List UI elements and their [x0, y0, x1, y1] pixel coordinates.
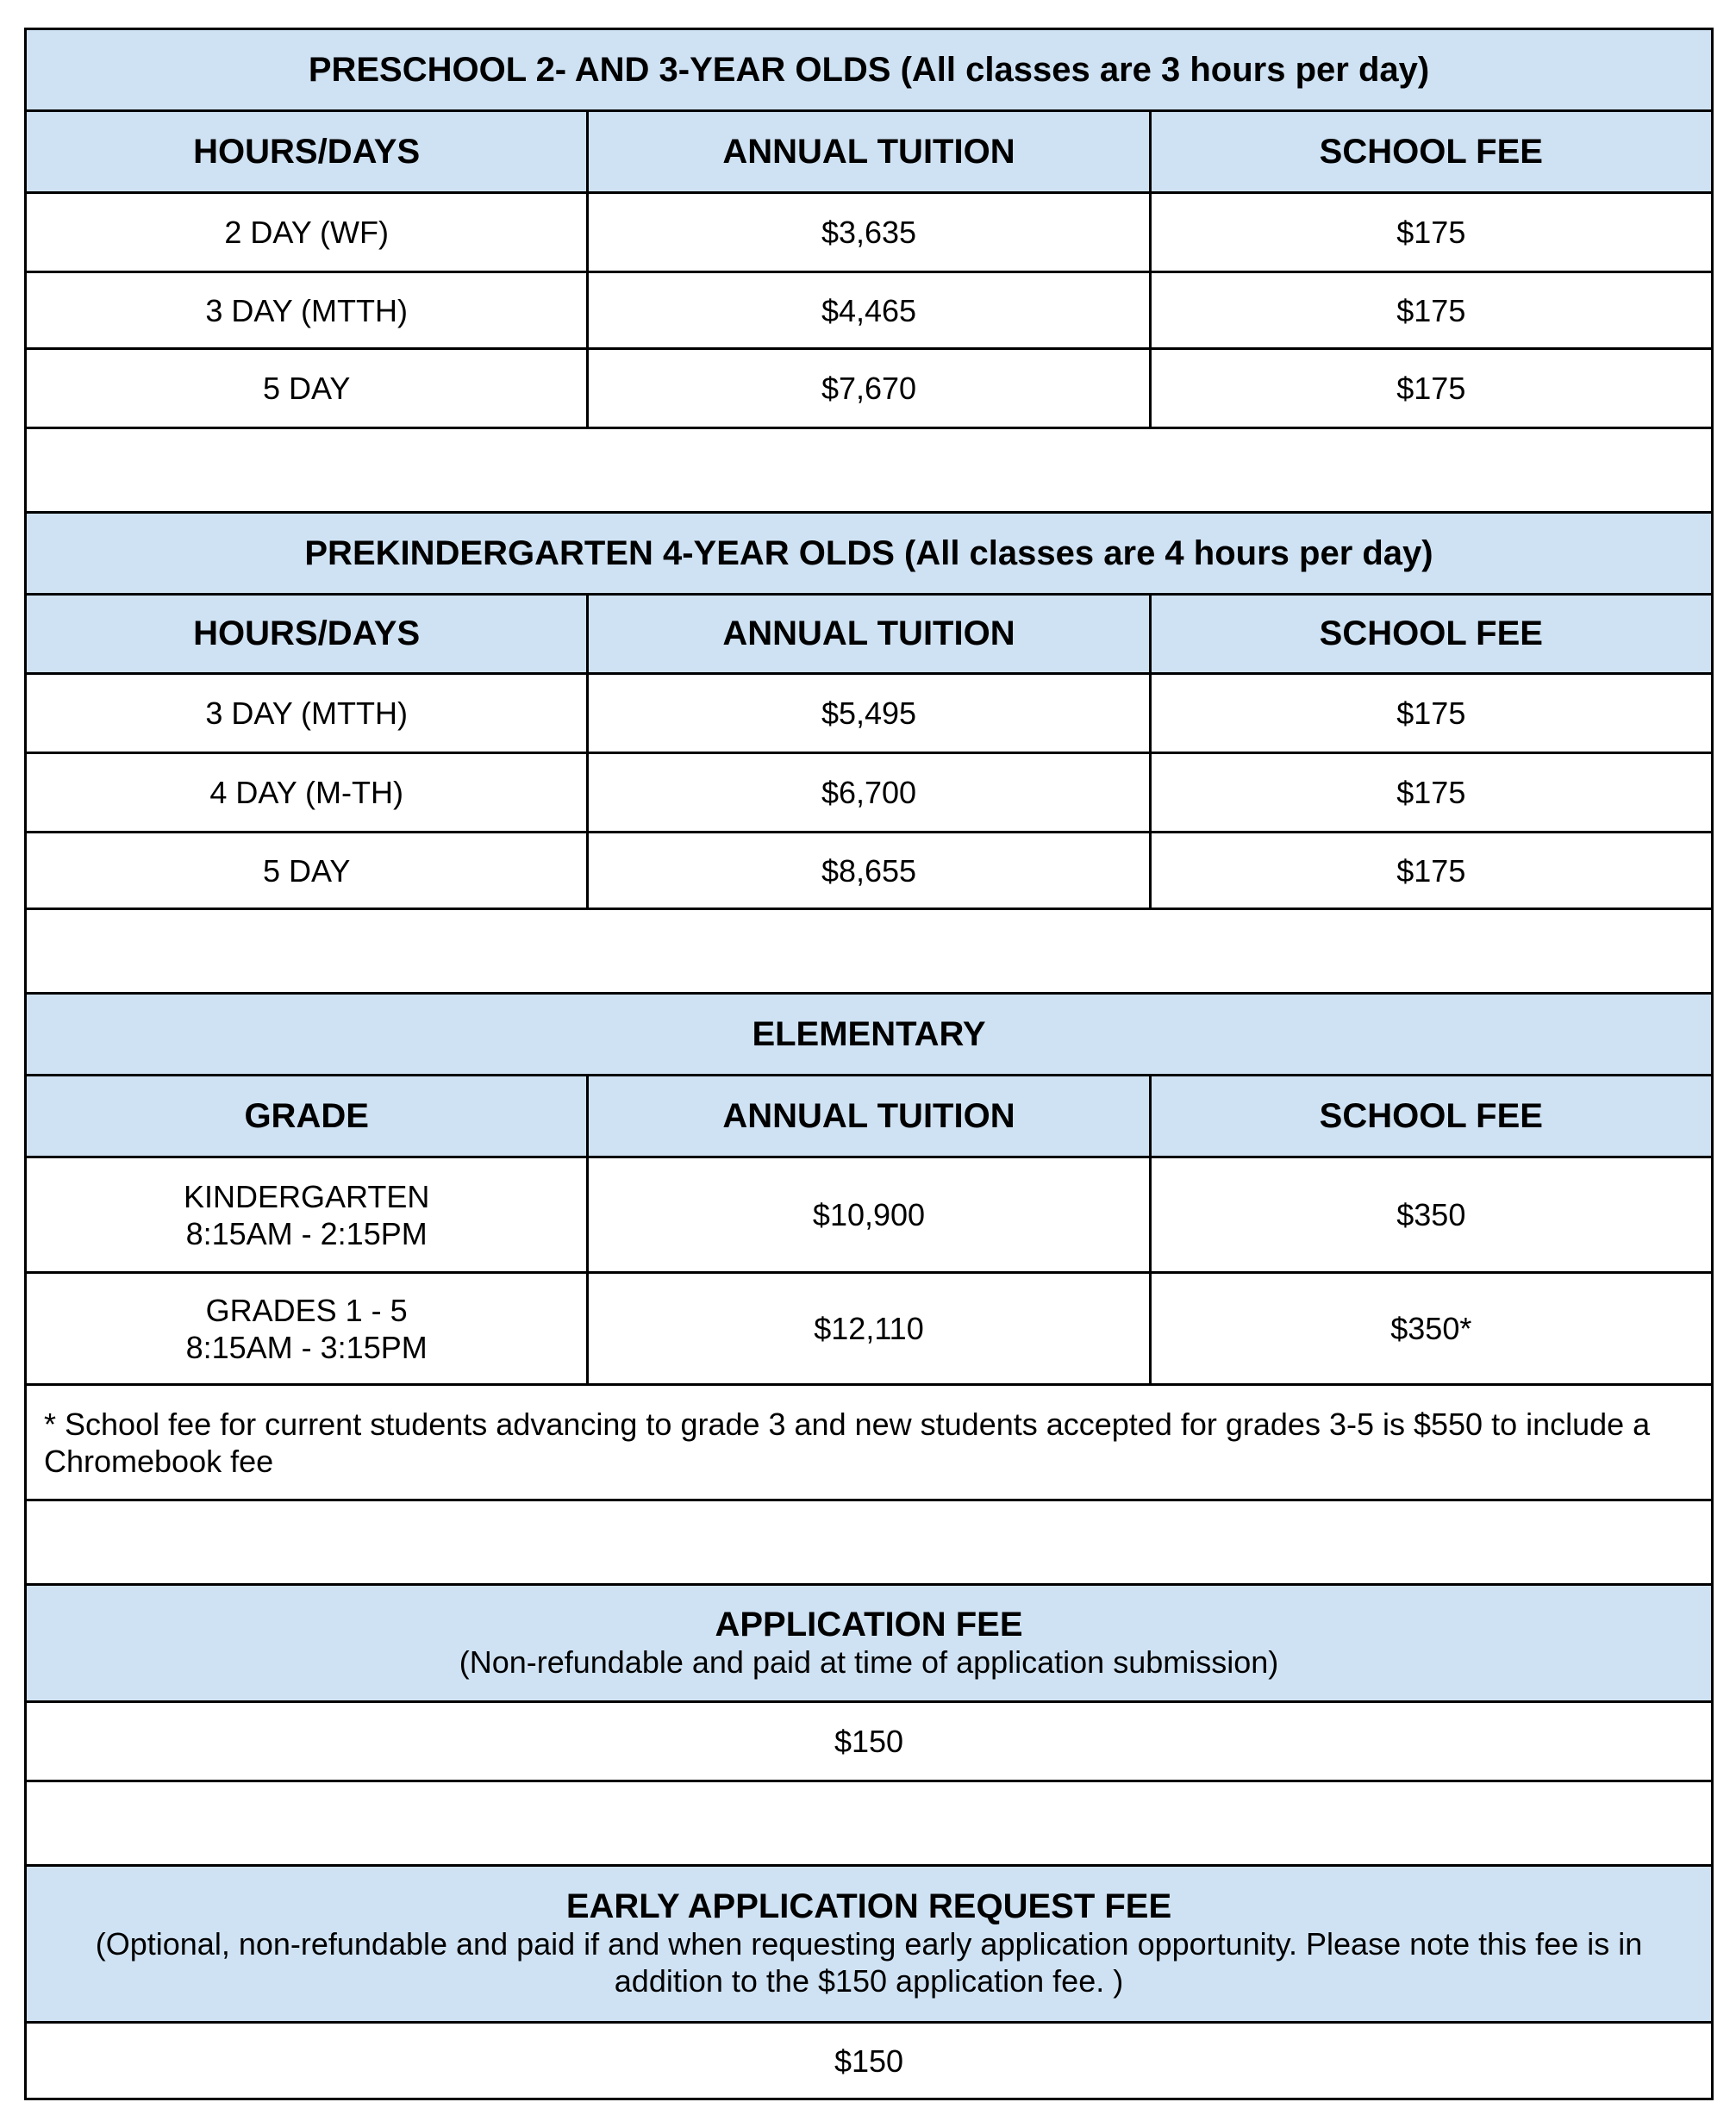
tuition-cell: $5,495 [586, 675, 1148, 752]
spacer-row [27, 427, 1711, 511]
table-row [27, 672, 1711, 752]
tuition-fee-table [24, 28, 1714, 2100]
table-row [27, 271, 1711, 347]
fee-cell: $175 [1149, 675, 1711, 752]
schedule-cell: 4 DAY (M-TH) [209, 775, 403, 810]
grade-hours: 8:15AM - 3:15PM [185, 1329, 428, 1365]
column-header-annual-tuition: ANNUAL TUITION [586, 112, 1148, 191]
table-row [27, 347, 1711, 427]
tuition-cell: $12,110 [586, 1274, 1148, 1383]
tuition-cell: $7,670 [586, 350, 1148, 427]
early-application-fee-row [27, 2021, 1711, 2098]
tuition-cell: $8,655 [586, 833, 1148, 908]
chromebook-footnote: * School fee for current students advancing to grade 3 and new students accepted for grades 3-5 is $550 to include a Chromebook fee [44, 1406, 1651, 1479]
preschool-title: PRESCHOOL 2- AND 3-YEAR OLDS (All classes are 3 hours per day) [27, 30, 1711, 109]
column-header-hours-days: HOURS/DAYS [27, 596, 586, 672]
grade-label: GRADES 1 - 5 [205, 1292, 408, 1328]
empty-cell [27, 1782, 1711, 1864]
grade-cell [27, 1158, 586, 1271]
prek-title-row [27, 511, 1711, 593]
fee-cell: $175 [1149, 350, 1711, 427]
prek-header-row [27, 593, 1711, 672]
early-application-fee-title: EARLY APPLICATION REQUEST FEE [565, 1887, 1172, 1925]
early-application-fee-header-row [27, 1864, 1711, 2021]
column-header-school-fee: SCHOOL FEE [1149, 112, 1711, 191]
tuition-cell: $4,465 [586, 273, 1148, 347]
table-row [27, 191, 1711, 271]
schedule-cell: 5 DAY [262, 852, 351, 889]
fee-cell: $350* [1149, 1274, 1711, 1383]
table-row [27, 831, 1711, 908]
application-fee-amount: $150 [834, 1724, 904, 1759]
schedule-cell: 3 DAY (MTTH) [205, 292, 408, 328]
grade-label: KINDERGARTEN [183, 1178, 430, 1214]
spacer-row [27, 1780, 1711, 1864]
grade-hours: 8:15AM - 2:15PM [185, 1215, 428, 1251]
column-header-hours-days: HOURS/DAYS [27, 112, 586, 191]
early-application-fee-header [27, 1867, 1711, 2021]
empty-cell [27, 1501, 1711, 1583]
fee-cell: $350 [1149, 1158, 1711, 1271]
schedule-cell: 5 DAY [262, 371, 351, 406]
elementary-header-row [27, 1074, 1711, 1156]
preschool-title-row [27, 30, 1711, 109]
column-header-school-fee: SCHOOL FEE [1149, 596, 1711, 672]
fee-cell: $175 [1149, 194, 1711, 271]
application-fee-title: APPLICATION FEE [715, 1605, 1023, 1644]
elementary-title: ELEMENTARY [27, 995, 1711, 1074]
table-row [27, 1156, 1711, 1271]
prek-title: PREKINDERGARTEN 4-YEAR OLDS (All classes are 4 hours per day) [27, 514, 1711, 593]
application-fee-row [27, 1700, 1711, 1780]
application-fee-header [27, 1586, 1711, 1700]
column-header-school-fee: SCHOOL FEE [1149, 1076, 1711, 1156]
fee-cell: $175 [1149, 273, 1711, 347]
table-row [27, 1271, 1711, 1383]
application-fee-subtitle: (Non-refundable and paid at time of application submission) [459, 1644, 1279, 1680]
column-header-annual-tuition: ANNUAL TUITION [586, 1076, 1148, 1156]
elementary-title-row [27, 992, 1711, 1074]
early-application-fee-subtitle: (Optional, non-refundable and paid if and when requesting early application opportunity. Please note this fee is in addition to the $150 application fee. ) [95, 1926, 1643, 1999]
application-fee-header-row [27, 1583, 1711, 1700]
table-row [27, 752, 1711, 831]
fee-cell: $175 [1149, 833, 1711, 908]
spacer-row [27, 1499, 1711, 1583]
tuition-cell: $10,900 [586, 1158, 1148, 1271]
column-header-grade: GRADE [27, 1076, 586, 1156]
schedule-cell: 2 DAY (WF) [224, 215, 389, 250]
fee-cell: $175 [1149, 754, 1711, 831]
footnote-row [27, 1383, 1711, 1499]
preschool-header-row [27, 109, 1711, 191]
tuition-cell: $6,700 [586, 754, 1148, 831]
empty-cell [27, 910, 1711, 992]
tuition-cell: $3,635 [586, 194, 1148, 271]
early-application-fee-amount: $150 [834, 2043, 904, 2079]
schedule-cell: 3 DAY (MTTH) [205, 695, 408, 731]
empty-cell [27, 429, 1711, 511]
grade-cell [27, 1274, 586, 1383]
spacer-row [27, 908, 1711, 992]
column-header-annual-tuition: ANNUAL TUITION [586, 596, 1148, 672]
